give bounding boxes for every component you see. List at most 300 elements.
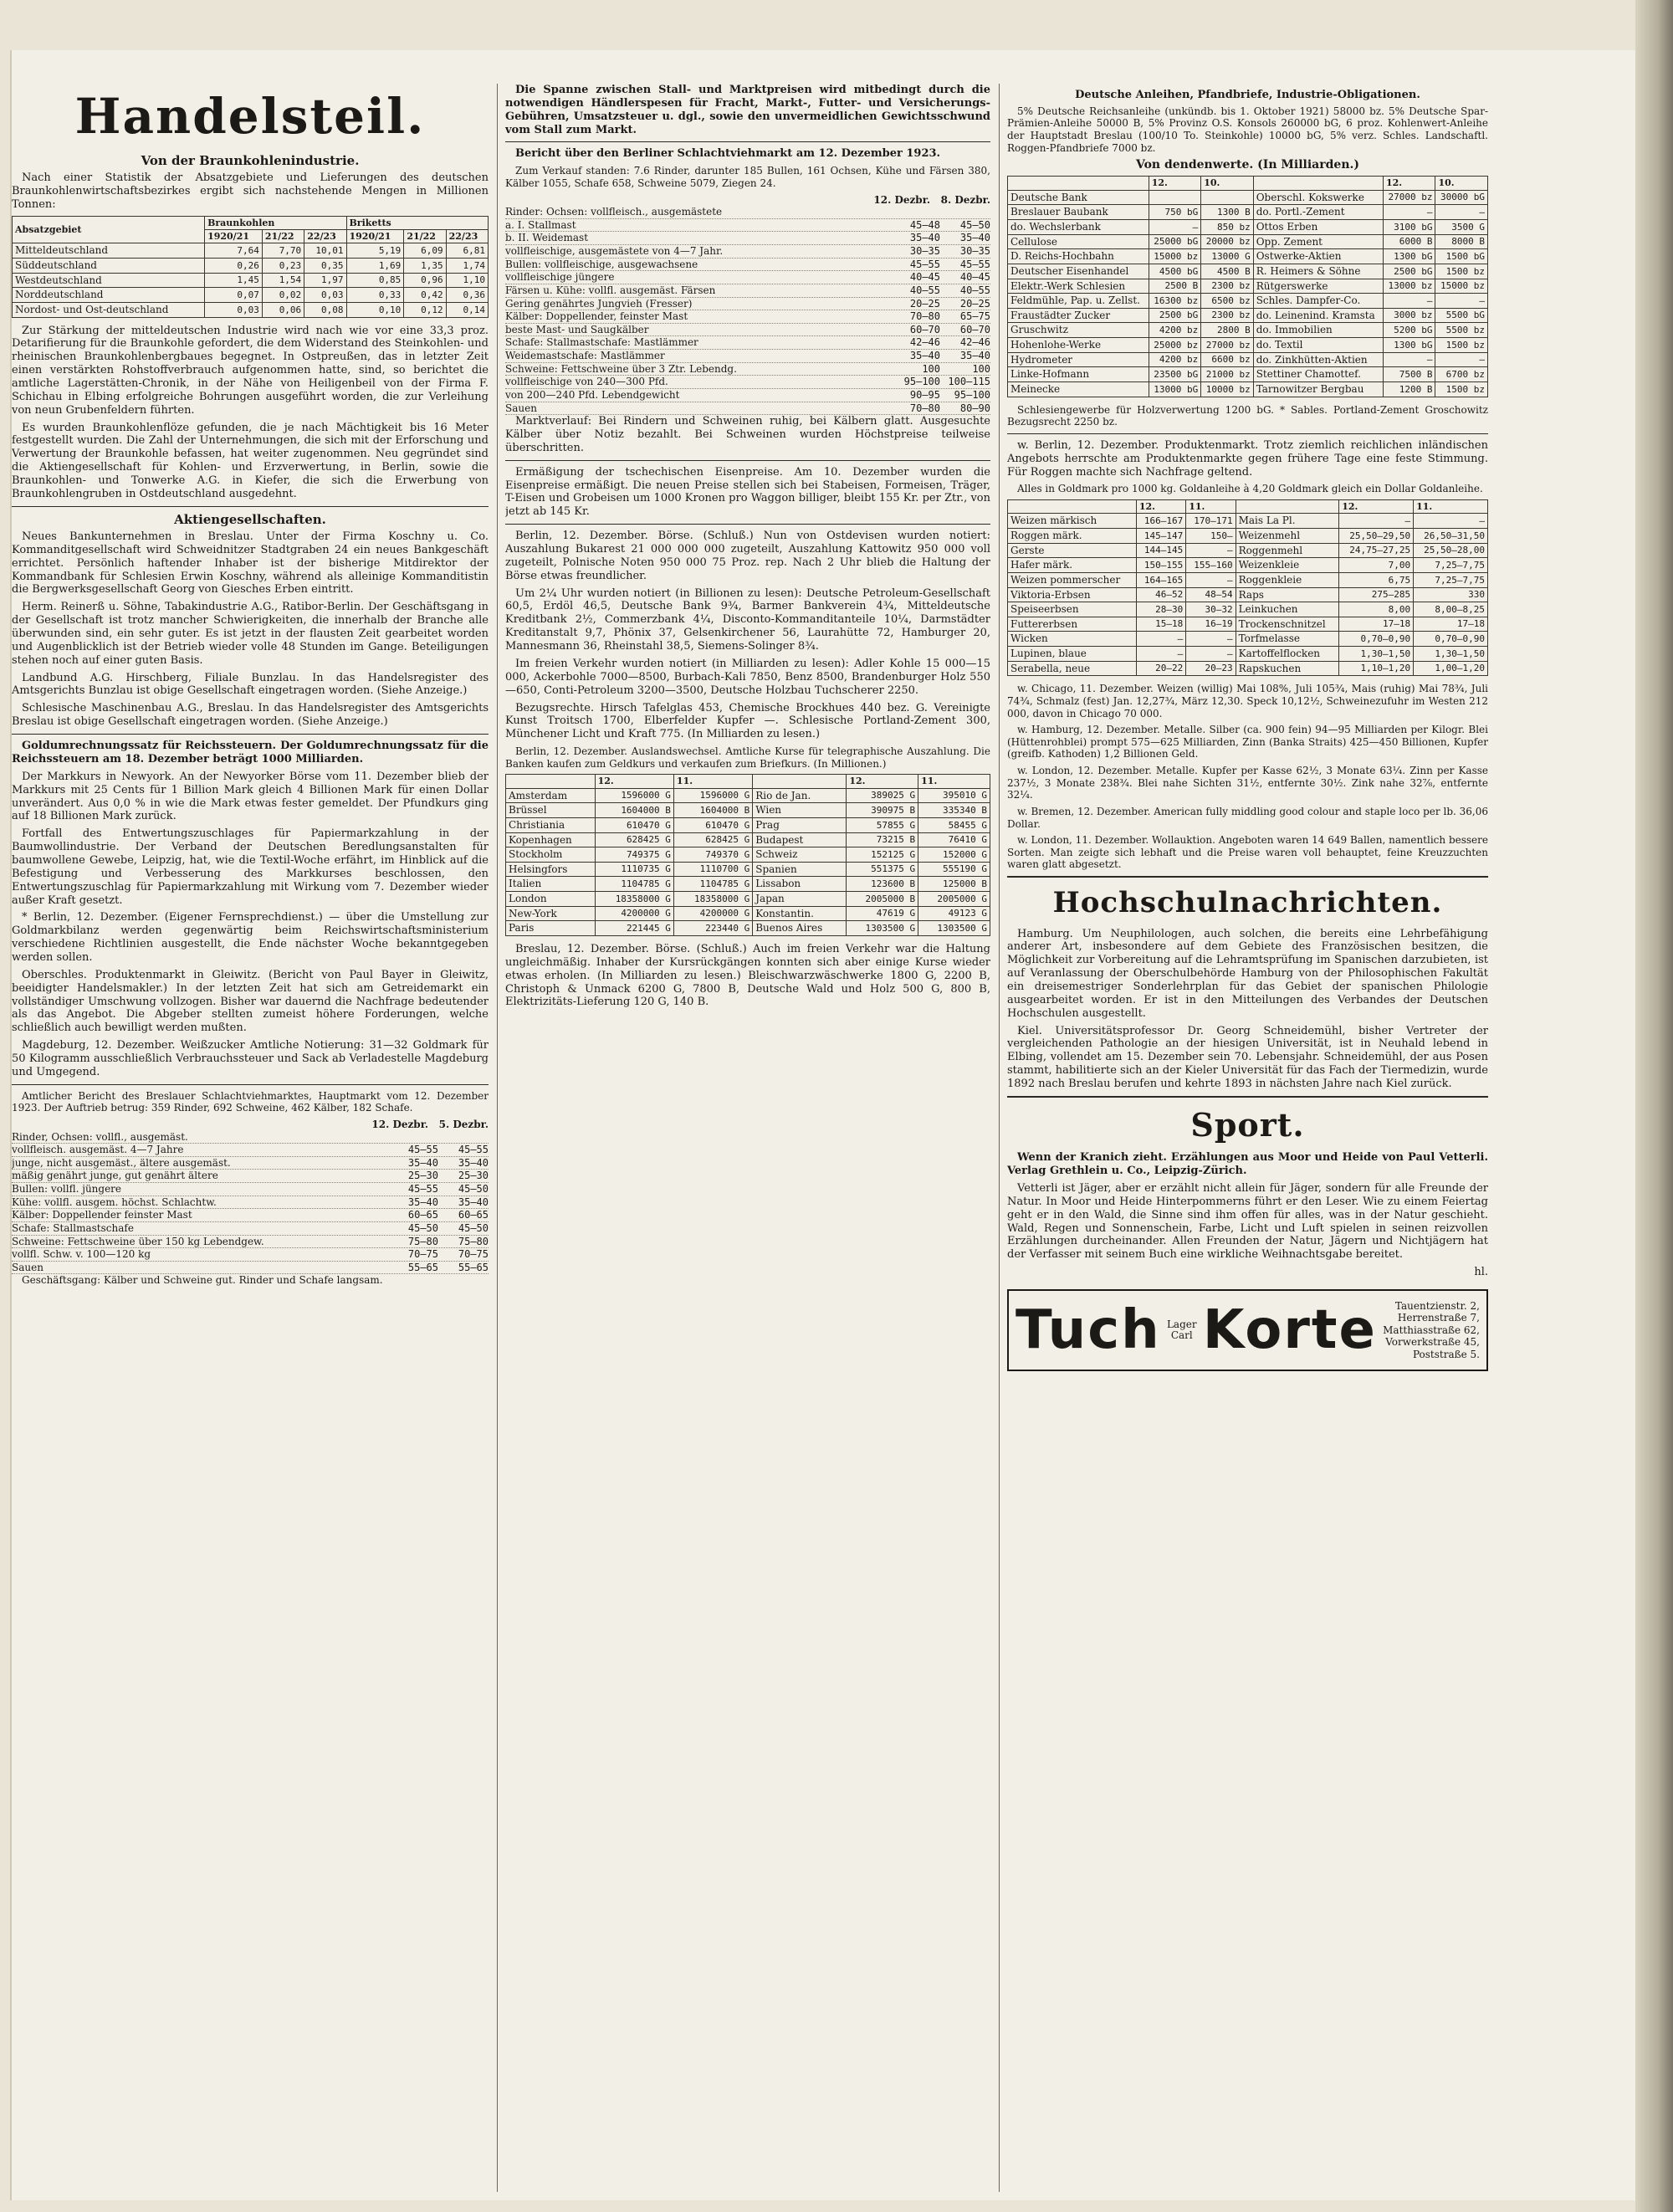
table-row [506, 832, 990, 847]
table-cell: Hohenlohe-Werke [1008, 338, 1149, 353]
table-cell: Gerste [1008, 543, 1137, 558]
table-cell: — [1414, 514, 1488, 529]
table-cell: 13000 bz [1383, 279, 1435, 294]
table-cell: 21000 bz [1201, 367, 1253, 382]
table-cell: 16—19 [1186, 617, 1236, 632]
table-cell: Helsingfors [506, 862, 596, 877]
table-row [1008, 647, 1488, 662]
table-cell: Meinecke [1008, 381, 1149, 397]
table-cell: 3500 G [1435, 220, 1488, 235]
table-cell: 4500 B [1201, 264, 1253, 279]
list-item [505, 271, 990, 284]
list-item-label: Kühe: vollfl. ausgem. höchst. Schlachtw. [12, 1196, 217, 1208]
table-cell: 4500 bG [1149, 264, 1200, 279]
table-cell: 1596000 G [595, 788, 673, 803]
list-item-value: 70—80 [909, 310, 940, 323]
ad-address: Tauentzienstr. 2, [1394, 1300, 1480, 1313]
list-item-value: 95—100 [954, 388, 990, 401]
table-cell: Lissabon [753, 877, 847, 892]
list-item-label: vollfl. Schw. v. 100—120 kg [12, 1248, 151, 1261]
table-cell: 3000 bz [1383, 308, 1435, 323]
table-cell: Mitteldeutschland [13, 243, 205, 259]
table-row [1008, 279, 1488, 294]
sport-p2: Vetterli ist Jäger, aber er erzählt nicht allein für Jäger, sondern für alle Freunde der Natur. In Moor und Heide Hinterpommerns führt er den Leser. Wie zu einem Feiertag geht er in den Wald, die Sinne sind ihm offen für alles, was in der Natur geschieht. Wald, Regen und Sonnenschein, Farbe, Licht und Luft spielen in seinen reizvollen Erzählungen durcheinander. Allen Freunden der Natur, Jägern und Nichtjägern hat der Verfasser mit seinem Buch eine wirkliche Weihnachtsgabe bereitet. [1007, 1181, 1488, 1262]
boerse-p2: Um 2¼ Uhr wurden notiert (in Billionen zu lesen): Deutsche Petroleum-Gesellschaft 60,5, Erdöl 46,5, Deutsche Bank 9¾, Barmer Bankverein 4¾, Mitteldeutsche Kreditbank 2½, Commerzbank 4¼, Disconto-Kommanditanteile 10¼, Darmstädter Kreditanstalt 9,7, Phönix 37, Gelsenkirchener 56, Laurahütte 72, Hamburger 20, Mannesmann 36, Rheinstahl 38,5, Siemens-Solinger 8¾. [505, 586, 990, 653]
column-left [12, 84, 489, 2192]
table-cell: 1303500 G [847, 921, 918, 936]
list-item-value: 45—50 [458, 1221, 489, 1234]
table-cell: — [1186, 647, 1236, 662]
list-item [12, 1196, 489, 1210]
table-cell: 4200000 G [595, 906, 673, 921]
table-cell: — [1435, 205, 1488, 220]
list-item-value: 45—55 [407, 1183, 438, 1196]
produkten-body [1008, 514, 1488, 676]
list-item [505, 284, 990, 298]
list-item-value: 60—65 [458, 1209, 489, 1221]
table-cell: 7,00 [1339, 558, 1414, 573]
table-cell: London [506, 892, 596, 907]
table-cell: 10,01 [304, 243, 346, 259]
table-cell: 10000 bz [1201, 381, 1253, 397]
table-cell: 0,85 [346, 273, 404, 288]
braunkohle-title: Von der Braunkohlenindustrie. [141, 152, 360, 168]
table-cell: 1604000 B [595, 803, 673, 818]
table-row [1008, 338, 1488, 353]
aktien-p3: Landbund A.G. Hirschberg, Filiale Bunzlau. In das Handelsregister des Amtsgerichts Bunzlau ist obige Gesellschaft eingetragen worden. (Siehe Anzeige.) [12, 671, 489, 698]
list-item-value: 45—55 [959, 258, 990, 270]
list-item [505, 376, 990, 389]
table-header-cell: 12. [1149, 177, 1200, 190]
table-cell: 0,23 [262, 259, 304, 274]
table-cell: 1500 bz [1435, 338, 1488, 353]
table-header-cell: 10. [1201, 177, 1253, 190]
table-cell: 1300 bG [1383, 249, 1435, 264]
table-cell: 144—145 [1136, 543, 1185, 558]
table-cell: Konstantin. [753, 906, 847, 921]
table-cell: Cellulose [1008, 234, 1149, 249]
divider [505, 524, 990, 525]
table-cell: Serabella, neue [1008, 661, 1137, 676]
braunkohle-p2: Es wurden Braunkohlenflöze gefunden, die je nach Mächtigkeit bis 16 Meter festgestellt wurden. Die Zahl der Unternehmungen, die sich mit der Erforschung und Verwertung der Braunkohle befassen, hat weiter zugenommen. Neu gegründet sind die Aktiengesellschaft für Kohlen- und Erzverwertung, in Berlin, sowie die Braunkohlen- und Tonwerke A.G. in Kiefer, die sich die Erwerbung von Braunkohlengruben in Ostdeutschland ausgedehnt. [12, 421, 489, 500]
table-row [1008, 294, 1488, 309]
table-cell: 2500 bG [1149, 308, 1200, 323]
list-item-value: 35—40 [959, 350, 990, 362]
table-header-cell: 11. [673, 775, 752, 788]
gold-p2: Der Markkurs in Newyork. An der Newyorker Börse vom 11. Dezember blieb der Markkurs mit 25 Cents für 1 Billion Mark gleich 4 Billionen Mark für einen Dollar unverändert. Aus 0,0 % in wie die Mark etwas fester gemeldet. Der Pfundkurs ging auf 18 Billionen Mark zurück. [12, 770, 489, 823]
table-cell: 4200 bz [1149, 323, 1200, 338]
newspaper-page [10, 50, 1647, 2200]
table-row [1008, 514, 1488, 529]
table-cell: 30000 bG [1435, 190, 1488, 205]
list-item [12, 1144, 489, 1157]
table-cell: 551375 G [847, 862, 918, 877]
list-item-value: 35—40 [959, 232, 990, 244]
table-cell: 48—54 [1186, 587, 1236, 602]
table-cell: 58455 G [918, 817, 990, 832]
table-cell: 27000 bz [1383, 190, 1435, 205]
list-item-label: Sauen [12, 1261, 43, 1273]
table-row [13, 243, 489, 259]
table-cell: Fraustädter Zucker [1008, 308, 1149, 323]
produkten-head [1008, 500, 1488, 514]
table-cell: 25000 bG [1149, 234, 1200, 249]
vieh-col-a: 12. Dezbr. [371, 1118, 429, 1130]
table-row [1008, 249, 1488, 264]
table-cell: 25000 bz [1149, 338, 1200, 353]
table-cell: 15000 bz [1435, 279, 1488, 294]
column-right [1007, 84, 1488, 2192]
table-cell: Brüssel [506, 803, 596, 818]
list-item [505, 402, 990, 416]
table-row [1008, 190, 1488, 205]
sport-title: Sport. [1190, 1105, 1305, 1144]
list-item-label: Bullen: vollfleischige, ausgewachsene [505, 258, 698, 270]
list-item-label: a. I. Stallmast [505, 218, 576, 231]
list-item-value: 45—55 [909, 258, 940, 270]
list-item-label: Kälber: Doppellender, feinster Mast [505, 310, 688, 323]
table-cell: 221445 G [595, 921, 673, 936]
list-item [12, 1170, 489, 1183]
vieh-header [12, 1119, 489, 1131]
table-cell: 1104785 G [673, 877, 752, 892]
list-item [505, 232, 990, 245]
table-cell: 7,25—7,75 [1414, 572, 1488, 587]
table-cell: do. Leinenind. Kramsta [1253, 308, 1383, 323]
table-cell: Kopenhagen [506, 832, 596, 847]
dividenden-head [1008, 177, 1488, 190]
table-cell: 0,12 [404, 302, 446, 317]
table-cell: Opp. Zement [1253, 234, 1383, 249]
table-cell: 0,14 [446, 302, 488, 317]
table-cell: 17—18 [1339, 617, 1414, 632]
table-header-cell: 12. [595, 775, 673, 788]
list-item-value: 30—35 [909, 245, 940, 258]
ad-address: Herrenstraße 7, [1397, 1312, 1480, 1324]
table-cell: D. Reichs-Hochbahn [1008, 249, 1149, 264]
table-row [13, 259, 489, 274]
berlin-vieh-header [505, 194, 990, 207]
list-item-value: 45—50 [458, 1183, 489, 1196]
table-cell: 0,26 [205, 259, 263, 274]
table-cell: 610470 G [673, 817, 752, 832]
table-cell: 1500 bz [1435, 264, 1488, 279]
table-header-cell: 12. [1136, 500, 1185, 514]
table-cell: Roggenmehl [1236, 543, 1339, 558]
list-item-value: 25—30 [458, 1170, 489, 1182]
table-cell: 0,70—0,90 [1414, 632, 1488, 647]
list-item-label: Schafe: Stallmastschafe: Mastlämmer [505, 336, 698, 349]
table-header-cell [1236, 500, 1339, 514]
list-item-label: junge, nicht ausgemäst., ältere ausgemäst. [12, 1156, 231, 1169]
table-cell: 7,64 [205, 243, 263, 259]
table-cell: 389025 G [847, 788, 918, 803]
list-item-value: 40—45 [959, 271, 990, 284]
table-cell: 164—165 [1136, 572, 1185, 587]
gold-p6: Magdeburg, 12. Dezember. Weißzucker Amtliche Notierung: 31—32 Goldmark für 50 Kilogramm ausschließlich Verbrauchssteuer und Sack ab Verladestelle Magdeburg und Umgegend. [12, 1039, 489, 1078]
sport-p1: Wenn der Kranich zieht. Erzählungen aus Moor und Heide von Paul Vetterli. Verlag Grethlein u. Co., Leipzig-Zürich. [1007, 1151, 1488, 1178]
table-cell: 1500 bG [1435, 249, 1488, 264]
table-cell: Weizenmehl [1236, 529, 1339, 544]
list-item [12, 1209, 489, 1222]
table-cell: — [1435, 294, 1488, 309]
ad-address: Vorwerkstraße 45, [1385, 1336, 1480, 1349]
table-cell: Raps [1236, 587, 1339, 602]
table-cell: Torfmelasse [1236, 632, 1339, 647]
ad-addresses [1383, 1300, 1480, 1360]
aktien-p1: Neues Bankunternehmen in Breslau. Unter der Firma Koschny u. Co. Kommanditgesellschaft wird Schweidnitzer Stadtgraben 24 ein neues Bankgeschäft errichtet. Persönlich haftender Inhaber ist der bisherige Mitdirektor der Kommandbank für Schlesien Erwin Koschny, während als alleinige Kommanditistin die Bergwerksgesellschaft Georg von Giesches Erben eintritt. [12, 530, 489, 597]
berlin-vieh-title: Bericht über den Berliner Schlachtviehmarkt am 12. Dezember 1923. [515, 147, 941, 161]
table-cell: 0,07 [205, 288, 263, 303]
table-cell: Weizen märkisch [1008, 514, 1137, 529]
table-cell: 1,10—1,20 [1339, 661, 1414, 676]
table-row [1008, 323, 1488, 338]
divider [1007, 433, 1488, 434]
list-item-value [388, 1131, 438, 1144]
list-item-value: 45—50 [959, 218, 990, 231]
table-header-cell [1008, 177, 1149, 190]
table-cell: 7500 B [1383, 367, 1435, 382]
boerse-p4: Bezugsrechte. Hirsch Tafelglas 453, Chemische Brockhues 440 bez. G. Vereinigte Kunst Troitsch 1700, Elberfelder Kupfer —. Schlesische Portland-Zement 300, Münchener Licht und Kraft 775. (In Milliarden zu lesen.) [505, 701, 990, 741]
aktien-p4: Schlesische Maschinenbau A.G., Breslau. In das Handelsregister des Amtsgerichts Breslau ist obige Gesellschaft eingetragen worden. (Siehe Anzeige.) [12, 702, 489, 729]
list-item-label: Rinder: Ochsen: vollfleisch., ausgemästete [505, 206, 723, 218]
table-cell: 6500 bz [1201, 294, 1253, 309]
produkten-p3: w. Chicago, 11. Dezember. Weizen (willig) Mai 108%, Juli 105¾, Mais (ruhig) Mai 78¾, Juli 74¾, Schmalz (fest) Jan. 12,27¾, März 12,30. Speck 10,12½, Schweinezufuhr im Westen 212 000, davon in Chicago 70 000. [1007, 683, 1488, 719]
list-item-value: 80—90 [959, 402, 990, 414]
table-cell: 850 bz [1201, 220, 1253, 235]
table-cell: Hydrometer [1008, 352, 1149, 367]
table-cell: — [1435, 352, 1488, 367]
table-cell: 3100 bG [1383, 220, 1435, 235]
table-cell: Amsterdam [506, 788, 596, 803]
braunkohle-table-body [13, 243, 489, 317]
th-year: 22/23 [446, 230, 488, 243]
list-item-value [890, 206, 940, 218]
table-cell: — [1186, 572, 1236, 587]
ad-lager-carl [1167, 1319, 1197, 1341]
table-cell: Deutscher Eisenhandel [1008, 264, 1149, 279]
list-item-label: Weidemastschafe: Mastlämmer [505, 350, 665, 362]
table-cell: — [1383, 294, 1435, 309]
list-item [12, 1262, 489, 1275]
table-cell: do. Portl.-Zement [1253, 205, 1383, 220]
column-rule [497, 84, 498, 2192]
list-item-label: Gering genährtes Jungvieh (Fresser) [505, 297, 693, 310]
list-item-value: 60—70 [959, 323, 990, 335]
table-row [506, 847, 990, 863]
produkten-p4: w. Hamburg, 12. Dezember. Metalle. Silber (ca. 900 fein) 94—95 Milliarden per Kilogr. Blei (Hüttenrohblei) prompt 575—625 Milliarden, Zinn (Banka Straits) 425—450 Billionen, Kupfer (greifb. Kathoden) 1,2 Billionen Geld. [1007, 724, 1488, 760]
table-cell: 628425 G [673, 832, 752, 847]
binding-gutter [1635, 0, 1673, 2212]
list-item [12, 1248, 489, 1262]
table-cell: — [1383, 205, 1435, 220]
table-row [1008, 234, 1488, 249]
table-cell: 23500 bG [1149, 367, 1200, 382]
table-cell: Spanien [753, 862, 847, 877]
table-cell: 1,35 [404, 259, 446, 274]
list-item-value: 90—95 [909, 388, 940, 401]
list-item-value: 95—100 [903, 376, 940, 388]
table-cell [1149, 190, 1200, 205]
divider [12, 1084, 489, 1085]
berlin-col-b: 8. Dezbr. [940, 193, 990, 206]
list-item-value: 25—30 [407, 1170, 438, 1182]
hochschul-p2: Kiel. Universitätsprofessor Dr. Georg Schneidemühl, bisher Vertreter der vergleichenden Pathologie an der hiesigen Universität, ist in Neuhald lebend in Elbing, vollendet am 15. Dezember sein 70. Lebensjahr. Schneidemühl, der aus Posen stammt, habilitierte sich an der Kieler Universität für das Fach der Tiermedizin, wurde 1892 nach Breslau berufen und kehrte 1893 in nächsten Jahre nach Kiel zurück. [1007, 1024, 1488, 1090]
table-cell: Feldmühle, Pap. u. Zellst. [1008, 294, 1149, 309]
table-row [1008, 617, 1488, 632]
table-cell: 25,50—29,50 [1339, 529, 1414, 544]
table-row [1008, 602, 1488, 617]
list-item-value: 60—65 [407, 1209, 438, 1221]
list-item-value: 55—65 [458, 1261, 489, 1273]
table-cell: 1596000 G [673, 788, 752, 803]
list-item-value: 40—45 [909, 271, 940, 284]
table-cell: 1110700 G [673, 862, 752, 877]
table-cell: Deutsche Bank [1008, 190, 1149, 205]
list-item-value: 40—55 [959, 284, 990, 296]
table-header-cell: 10. [1435, 177, 1488, 190]
table-cell: 6,09 [404, 243, 446, 259]
table-cell: Linke-Hofmann [1008, 367, 1149, 382]
table-cell: Roggenkleie [1236, 572, 1339, 587]
braunkohle-intro: Nach einer Statistik der Absatzgebiete und Lieferungen des deutschen Braunkohlenwirtschaftsbezirkes ergibt sich nachstehende Mengen in Millionen Tonnen: [12, 172, 489, 211]
table-cell: 1,30—1,50 [1339, 647, 1414, 662]
table-cell: — [1149, 220, 1200, 235]
ad-address: Poststraße 5. [1412, 1348, 1480, 1360]
table-cell: 8,00 [1339, 602, 1414, 617]
table-cell: 610470 G [595, 817, 673, 832]
table-row [1008, 587, 1488, 602]
divider [12, 734, 489, 735]
table-cell: Trockenschnitzel [1236, 617, 1339, 632]
table-row [1008, 205, 1488, 220]
table-cell: 0,36 [446, 288, 488, 303]
braunkohle-p1: Zur Stärkung der mitteldeutschen Industrie wird nach wie vor eine 33,3 proz. Detarifierung für die Braunkohle gefordert, die dem Widerstand des Steinkohlen- und rheinischen Braunkohlenbergbaues begegnet. In Ostpreußen, das in letzter Zeit einen verstärkten Rohstoffverbrauch aufgenommen hatte, sind, so berichtet die amtliche Lagerstätten-Chronik, in der Nähe von Heiligenbeil von der Firma F. Schichau in Elbing erfolgreiche Bohrungen ausgeführt worden, die zur Verleihung von neun Grubenfeldern führten. [12, 324, 489, 417]
list-item [505, 206, 990, 219]
table-cell: 0,02 [262, 288, 304, 303]
table-cell: 26,50—31,50 [1414, 529, 1488, 544]
table-row [506, 892, 990, 907]
divider [505, 460, 990, 461]
list-item-label: vollfleischige jüngere [505, 271, 615, 284]
table-header-cell [506, 775, 596, 788]
table-cell: 49123 G [918, 906, 990, 921]
column-middle [505, 84, 990, 2192]
list-item-label: Sauen [505, 402, 537, 414]
table-cell: 18358000 G [595, 892, 673, 907]
table-cell: Gruschwitz [1008, 323, 1149, 338]
masthead: Handelsteil. [74, 88, 426, 145]
list-item-value: 75—80 [407, 1235, 438, 1247]
table-cell: 1110735 G [595, 862, 673, 877]
list-item-value: 70—75 [458, 1248, 489, 1261]
list-item [505, 363, 990, 376]
table-cell: 150— [1186, 529, 1236, 544]
th-year: 21/22 [404, 230, 446, 243]
table-cell: 24,75—27,25 [1339, 543, 1414, 558]
list-item-value: 35—40 [909, 350, 940, 362]
table-cell: Kartoffelflocken [1236, 647, 1339, 662]
list-item-value: 100—115 [948, 376, 990, 388]
table-cell: Prag [753, 817, 847, 832]
table-cell: Budapest [753, 832, 847, 847]
table-cell: Ostwerke-Aktien [1253, 249, 1383, 264]
th-year: 1920/21 [205, 230, 263, 243]
table-cell: 15—18 [1136, 617, 1185, 632]
table-cell: 8,00—8,25 [1414, 602, 1488, 617]
list-item-label: Färsen u. Kühe: vollfl. ausgemäst. Färsen [505, 284, 716, 296]
table-header-cell [1008, 500, 1137, 514]
list-item-value: 65—75 [959, 310, 990, 323]
table-cell: 2500 B [1149, 279, 1200, 294]
produkten-table [1007, 499, 1488, 676]
devisen-table [505, 774, 990, 936]
list-item-value: 70—75 [407, 1248, 438, 1261]
list-item-value: 70—80 [909, 402, 940, 414]
table-cell: Schles. Dampfer-Co. [1253, 294, 1383, 309]
table-cell: 7,25—7,75 [1414, 558, 1488, 573]
table-cell: Hafer märk. [1008, 558, 1137, 573]
table-cell: 4200000 G [673, 906, 752, 921]
devisen-title: Berlin, 12. Dezember. Auslandswechsel. Amtliche Kurse für telegraphische Auszahlung. Die Banken kaufen zum Geldkurs und verkaufen zum Briefkurs. (In Millionen.) [505, 745, 990, 770]
table-cell: 1104785 G [595, 877, 673, 892]
table-cell: 7,70 [262, 243, 304, 259]
table-row [13, 302, 489, 317]
table-cell: Schweiz [753, 847, 847, 863]
table-cell: 76410 G [918, 832, 990, 847]
breslau-boerse: Breslau, 12. Dezember. Börse. (Schluß.) Auch im freien Verkehr war die Haltung ungleichmäßig. Inhaber der Kursrückgängen konnten sich aber einige Kurse wieder etwas erholen. (In Milliarden zu lesen.) Bleischwarzwäschwerke 1800 G, 2200 B, Christoph & Unmack 6200 G, 7800 B, Deutsche Wald und Holz 500 G, 800 B, Elektrizitäts-Lieferung 120 G, 140 B. [505, 942, 990, 1009]
divider [1007, 876, 1488, 878]
list-item-value: 35—40 [458, 1196, 489, 1208]
column-rule [999, 84, 1000, 2192]
table-cell: 1300 bG [1383, 338, 1435, 353]
table-cell: 0,08 [304, 302, 346, 317]
anleihen-title: Deutsche Anleihen, Pfandbriefe, Industrie-Obligationen. [1075, 89, 1420, 101]
berlin-vieh-list [505, 206, 990, 415]
table-cell: 1,54 [262, 273, 304, 288]
dividenden-body [1008, 190, 1488, 397]
list-item-value: 35—40 [458, 1156, 489, 1169]
table-cell: Elektr.-Werk Schlesien [1008, 279, 1149, 294]
table-cell: 1,74 [446, 259, 488, 274]
th-absatzgebiet: Absatzgebiet [13, 216, 205, 243]
list-item-value: 30—35 [959, 245, 990, 258]
table-cell: 15000 bz [1149, 249, 1200, 264]
table-cell: Japan [753, 892, 847, 907]
table-row [506, 906, 990, 921]
eisen-text: Ermäßigung der tschechischen Eisenpreise. Am 10. Dezember wurden die Eisenpreise ermäßigt. Die neuen Preise stellen sich bei Stabeisen, Formeisen, Träger, T-Eisen und Grobeisen um 1000 Kronen pro Waggon billiger, bleibt 155 Kr. per Ztr., von jetzt ab 145 Kr. [505, 465, 990, 519]
table-cell: 1500 bz [1435, 381, 1488, 397]
list-item-label: Schweine: Fettschweine über 3 Ztr. Lebendg. [505, 362, 737, 375]
table-cell: 330 [1414, 587, 1488, 602]
list-item [12, 1222, 489, 1236]
table-cell: 47619 G [847, 906, 918, 921]
table-cell: 1,10 [446, 273, 488, 288]
list-item [505, 310, 990, 324]
list-item-value: 75—80 [458, 1235, 489, 1247]
table-cell: Rapskuchen [1236, 661, 1339, 676]
table-cell: 6600 bz [1201, 352, 1253, 367]
table-row [1008, 308, 1488, 323]
table-row [506, 788, 990, 803]
table-cell: 5,19 [346, 243, 404, 259]
table-cell: 125000 B [918, 877, 990, 892]
table-cell: do. Zinkhütten-Aktien [1253, 352, 1383, 367]
list-item [505, 336, 990, 350]
table-cell: Ottos Erben [1253, 220, 1383, 235]
list-item [12, 1157, 489, 1170]
table-row [506, 817, 990, 832]
